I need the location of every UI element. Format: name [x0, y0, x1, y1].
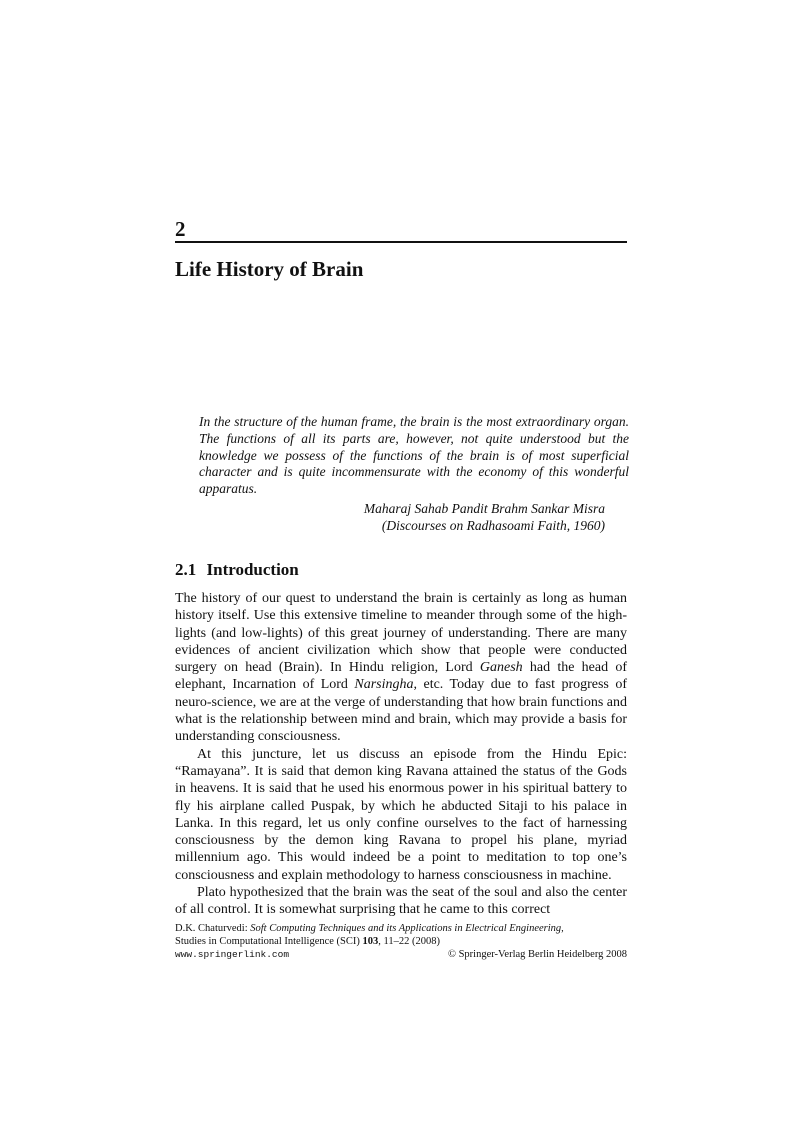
- paragraph-2: At this juncture, let us discuss an episode from the Hindu Epic: “Ramayana”. It is said that demon king Ravana attained the status of the Gods in heavens. It is said that he used his enormous power in his spiritual battery to fly his airplane called Puspak, by which he abducted Sitaji to his palace in Lanka. In this regard, let us only confine ourselves to the fact of harnessing consciousness by the demon king Ravana to propel his plane, myriad millennium ago. This would indeed be a point to meditation to top one’s consciousness and explain methodology to harness consciousness in machine.: [175, 746, 627, 883]
- section-number: 2.1: [175, 560, 197, 579]
- publisher-url[interactable]: www.springerlink.com: [175, 948, 290, 960]
- chapter-rule: [175, 241, 627, 243]
- epigraph-source: (Discourses on Radhasoami Faith, 1960): [381, 518, 605, 533]
- citation-series: Studies in Computational Intelligence (SCI): [175, 935, 363, 947]
- citation-line-3: [175, 949, 627, 962]
- citation-footnote: [175, 923, 627, 961]
- narsingha-term: Narsingha: [354, 677, 414, 693]
- citation-line-2: [175, 936, 627, 949]
- section-heading: [175, 559, 299, 581]
- body-text: [175, 590, 627, 919]
- citation-book-title: Soft Computing Techniques and its Applications in Electrical Engineering,: [250, 923, 564, 934]
- paragraph-3: Plato hypothesized that the brain was the seat of the soul and also the center of all control. It is somewhat surprising that he came to this correct: [175, 885, 627, 918]
- epigraph: [199, 414, 629, 498]
- epigraph-author: Maharaj Sahab Pandit Brahm Sankar Misra: [363, 501, 605, 516]
- citation-author: D.K. Chaturvedi:: [175, 923, 248, 934]
- paragraph-1: [175, 590, 627, 746]
- chapter-number: 2: [175, 217, 186, 241]
- chapter-title: Life History of Brain: [175, 257, 364, 281]
- citation-volume: 103: [362, 935, 379, 947]
- epigraph-attribution: [199, 500, 605, 534]
- paragraph-1-part-b: had the head of elephant, Incarnation of Lord: [175, 660, 627, 693]
- paragraph-1-part-c: , etc. Today due to fast progress of neuro-science, we are at the verge of understanding that how brain functions and what is the relationship between mind and brain, which may provide a basis for understanding consciousness.: [175, 677, 627, 745]
- ganesh-term: Ganesh: [479, 660, 523, 676]
- copyright-notice: © Springer-Verlag Berlin Heidelberg 2008: [447, 948, 627, 960]
- paragraph-1-part-a: The history of our quest to understand the brain is certainly as long as human history itself. Use this extensive timeline to meander through some of the high-lights (and low-lights) of this great journey of understanding. There are many evidences of ancient civilization which show that people were conducted surgery on head (Brain). In Hindu religion, Lord: [175, 591, 627, 676]
- epigraph-text: In the structure of the human frame, the brain is the most extraordinary organ. The functions of all its parts are, however, not quite understood but the knowledge we possess of the functions of the brain is of most superficial character and is quite incommensurate with the economy of this wonderful apparatus.: [199, 414, 629, 497]
- section-title: Introduction: [206, 560, 299, 579]
- citation-line-1: [175, 923, 627, 936]
- citation-pages: , 11–22 (2008): [378, 935, 440, 947]
